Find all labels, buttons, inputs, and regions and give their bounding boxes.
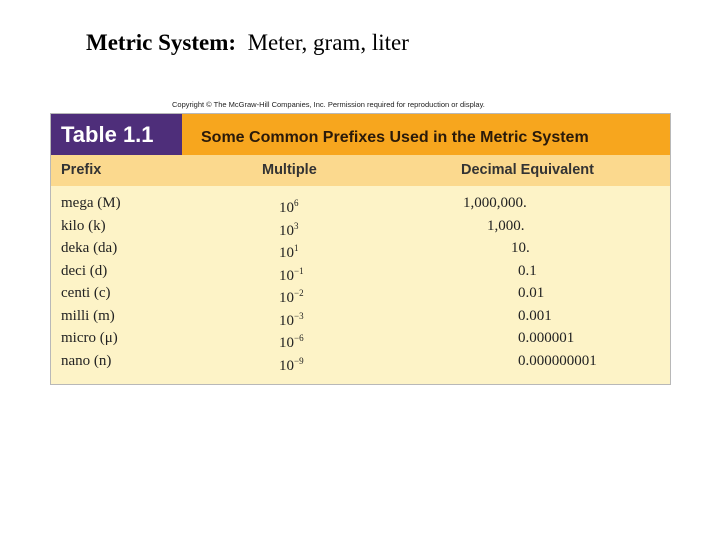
multiple-base: 10: [279, 267, 294, 284]
multiple-cell: [279, 350, 304, 377]
prefix-cell: deci (d): [61, 262, 108, 279]
column-header-decimal: Decimal Equivalent: [461, 162, 594, 178]
column-header-prefix: Prefix: [61, 162, 102, 178]
prefix-cell: centi (c): [61, 285, 111, 301]
table-row: [51, 327, 670, 350]
prefix-cell: micro (μ): [61, 330, 118, 346]
multiple-exponent: −3: [294, 310, 304, 321]
decimal-cell: 0.000001: [518, 330, 575, 346]
decimal-cell: 0.001: [518, 307, 552, 324]
multiple-base: 10: [279, 245, 294, 261]
decimal-cell: 1,000.: [487, 217, 525, 234]
slide-title-bold: Metric System:: [86, 30, 237, 55]
multiple-base: 10: [279, 290, 294, 306]
column-header-multiple: Multiple: [262, 162, 317, 178]
table-row: [51, 215, 670, 238]
decimal-cell: 0.01: [518, 285, 545, 301]
table-row: [51, 350, 670, 373]
decimal-cell: 0.000000001: [518, 352, 597, 369]
table-row: [51, 260, 670, 283]
slide-title: [86, 30, 409, 56]
decimal-cell: 0.1: [518, 262, 537, 279]
multiple-exponent: −1: [294, 265, 304, 276]
table-caption: Some Common Prefixes Used in the Metric System: [201, 129, 589, 146]
multiple-exponent: −9: [294, 355, 304, 366]
multiple-exponent: 6: [294, 198, 299, 208]
copyright-notice: Copyright © The McGraw-Hill Companies, Inc. Permission required for reproduction or display.: [172, 100, 485, 109]
table-row: [51, 282, 670, 305]
prefix-cell: mega (M): [61, 195, 121, 211]
table-row: [51, 305, 670, 328]
prefix-cell: milli (m): [61, 307, 115, 324]
multiple-exponent: −2: [294, 288, 304, 298]
prefix-cell: nano (n): [61, 352, 112, 369]
multiple-base: 10: [279, 222, 294, 239]
prefix-table: [50, 113, 671, 385]
multiple-exponent: 3: [294, 220, 299, 231]
slide-title-rest: Meter, gram, liter: [247, 30, 409, 55]
multiple-base: 10: [279, 335, 294, 351]
multiple-base: 10: [279, 312, 294, 329]
multiple-exponent: −6: [294, 333, 304, 343]
table-row: [51, 237, 670, 260]
decimal-cell: 1,000,000.: [463, 195, 527, 211]
prefix-cell: deka (da): [61, 240, 118, 256]
multiple-exponent: 1: [294, 243, 299, 253]
decimal-cell: 10.: [511, 240, 530, 256]
prefix-cell: kilo (k): [61, 217, 106, 234]
table-label: Table 1.1: [51, 114, 182, 155]
multiple-base: 10: [279, 200, 294, 216]
multiple-base: 10: [279, 357, 294, 374]
table-row: [51, 192, 670, 215]
